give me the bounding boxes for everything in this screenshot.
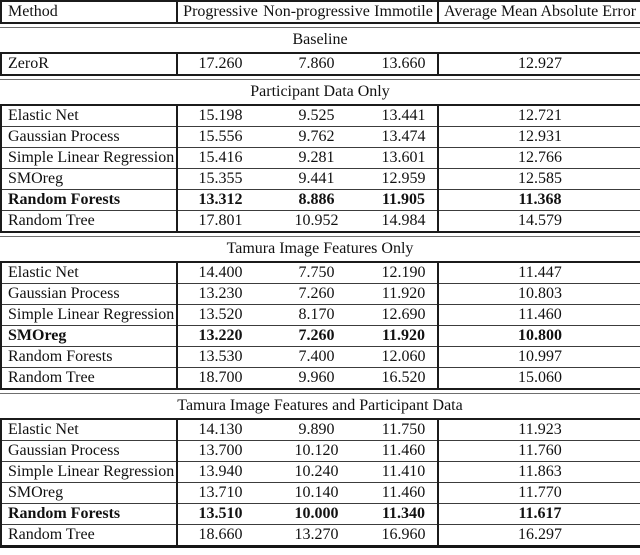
section-title: Participant Data Only — [0, 79, 640, 104]
header-table — [0, 0, 640, 24]
header-row — [1, 1, 640, 23]
amae-cell: 12.931 — [438, 127, 640, 148]
method-cell: SMOreg — [1, 169, 177, 190]
table-row — [1, 525, 640, 547]
non-progressive-cell: 13.270 — [263, 525, 370, 547]
immotile-cell: 16.960 — [370, 525, 438, 547]
amae-cell: 12.585 — [438, 169, 640, 190]
method-cell: Random Tree — [1, 368, 177, 390]
immotile-cell: 12.190 — [370, 262, 438, 284]
amae-cell: 10.800 — [438, 326, 640, 347]
section-table — [0, 418, 640, 548]
immotile-cell: 11.410 — [370, 462, 438, 483]
method-cell: Simple Linear Regression — [1, 148, 177, 169]
table-row — [1, 127, 640, 148]
amae-cell: 12.721 — [518, 107, 562, 124]
non-progressive-cell: 10.000 — [263, 504, 370, 525]
method-cell: Gaussian Process — [1, 284, 177, 305]
amae-cell: 11.447 — [518, 264, 562, 281]
table-row — [1, 148, 640, 169]
progressive-cell: 18.700 — [177, 368, 263, 390]
progressive-cell: 18.660 — [177, 525, 263, 547]
progressive-cell: 15.198 — [198, 107, 243, 124]
immotile-cell: 11.460 — [370, 441, 438, 462]
non-progressive-cell: 10.952 — [263, 211, 370, 233]
amae-cell: 14.579 — [438, 211, 640, 233]
non-progressive-cell: 10.120 — [263, 441, 370, 462]
amae-cell: 11.923 — [518, 421, 562, 438]
column-header-non-progressive: Non-progressive — [263, 3, 370, 20]
non-progressive-cell: 9.441 — [263, 169, 370, 190]
immotile-cell: 11.750 — [370, 419, 438, 441]
amae-cell: 11.770 — [438, 483, 640, 504]
method-cell: Elastic Net — [1, 262, 177, 284]
section-title: Tamura Image Features Only — [0, 236, 640, 261]
non-progressive-cell: 8.886 — [263, 190, 370, 211]
progressive-cell: 13.710 — [177, 483, 263, 504]
non-progressive-cell: 7.860 — [298, 55, 335, 72]
progressive-cell: 13.220 — [177, 326, 263, 347]
section-table — [0, 261, 640, 390]
table-row — [1, 483, 640, 504]
amae-cell: 12.927 — [518, 55, 562, 72]
progressive-cell: 15.556 — [177, 127, 263, 148]
non-progressive-cell: 7.400 — [263, 347, 370, 368]
method-cell: Random Forests — [1, 504, 177, 525]
progressive-cell: 14.400 — [198, 264, 243, 281]
column-header-average-mean-absolute-error: Average Mean Absolute Error — [443, 3, 637, 20]
table-row — [1, 169, 640, 190]
method-cell: Random Forests — [1, 347, 177, 368]
method-cell: Elastic Net — [1, 105, 177, 127]
progressive-cell: 13.530 — [177, 347, 263, 368]
amae-cell: 16.297 — [438, 525, 640, 547]
immotile-cell: 12.690 — [370, 305, 438, 326]
non-progressive-cell: 9.960 — [263, 368, 370, 390]
method-cell: Random Tree — [1, 525, 177, 547]
table-row — [1, 419, 640, 441]
section-title: Baseline — [0, 27, 640, 52]
section-table — [0, 104, 640, 233]
progressive-cell: 15.416 — [177, 148, 263, 169]
progressive-cell: 15.355 — [177, 169, 263, 190]
progressive-cell: 13.312 — [177, 190, 263, 211]
immotile-cell: 11.460 — [370, 483, 438, 504]
progressive-cell: 13.230 — [177, 284, 263, 305]
method-cell: SMOreg — [1, 326, 177, 347]
non-progressive-cell: 9.525 — [298, 107, 335, 124]
amae-cell: 15.060 — [438, 368, 640, 390]
progressive-cell: 13.510 — [177, 504, 263, 525]
section-table — [0, 52, 640, 76]
immotile-cell: 11.905 — [370, 190, 438, 211]
progressive-cell: 13.700 — [177, 441, 263, 462]
table-row — [1, 441, 640, 462]
amae-cell: 11.460 — [438, 305, 640, 326]
table-row — [1, 211, 640, 233]
table-row — [1, 262, 640, 284]
progressive-cell: 13.940 — [177, 462, 263, 483]
non-progressive-cell: 7.260 — [263, 326, 370, 347]
immotile-cell: 16.520 — [370, 368, 438, 390]
method-cell: ZeroR — [1, 53, 177, 75]
amae-cell: 12.766 — [438, 148, 640, 169]
immotile-cell: 12.959 — [370, 169, 438, 190]
non-progressive-cell: 9.890 — [298, 421, 335, 438]
progressive-cell: 17.260 — [198, 55, 243, 72]
table-row — [1, 53, 640, 75]
immotile-cell: 11.920 — [370, 326, 438, 347]
section-title: Tamura Image Features and Participant Data — [0, 393, 640, 418]
method-cell: Random Tree — [1, 211, 177, 233]
immotile-cell: 13.660 — [370, 53, 438, 75]
immotile-cell: 12.060 — [370, 347, 438, 368]
column-header-method: Method — [1, 1, 177, 23]
non-progressive-cell: 7.750 — [298, 264, 335, 281]
column-header-progressive: Progressive — [183, 3, 258, 20]
table-row — [1, 347, 640, 368]
immotile-cell: 13.601 — [370, 148, 438, 169]
table-row — [1, 190, 640, 211]
column-header-immotile: Immotile — [370, 1, 438, 23]
amae-cell: 11.368 — [438, 190, 640, 211]
immotile-cell: 13.474 — [370, 127, 438, 148]
non-progressive-cell: 10.240 — [263, 462, 370, 483]
progressive-cell: 13.520 — [177, 305, 263, 326]
table-row — [1, 326, 640, 347]
method-cell: Gaussian Process — [1, 441, 177, 462]
table-row — [1, 305, 640, 326]
table-sections — [0, 24, 640, 548]
method-cell: Simple Linear Regression — [1, 305, 177, 326]
method-cell: Elastic Net — [1, 419, 177, 441]
method-cell: Random Forests — [1, 190, 177, 211]
progressive-cell: 17.801 — [177, 211, 263, 233]
non-progressive-cell: 7.260 — [263, 284, 370, 305]
table-row — [1, 284, 640, 305]
immotile-cell: 11.340 — [370, 504, 438, 525]
immotile-cell: 14.984 — [370, 211, 438, 233]
non-progressive-cell: 9.762 — [263, 127, 370, 148]
non-progressive-cell: 8.170 — [263, 305, 370, 326]
table-row — [1, 504, 640, 525]
amae-cell: 10.997 — [438, 347, 640, 368]
immotile-cell: 13.441 — [370, 105, 438, 127]
table-row — [1, 462, 640, 483]
table-row — [1, 368, 640, 390]
method-cell: SMOreg — [1, 483, 177, 504]
amae-cell: 11.617 — [438, 504, 640, 525]
non-progressive-cell: 10.140 — [263, 483, 370, 504]
method-cell: Gaussian Process — [1, 127, 177, 148]
non-progressive-cell: 9.281 — [263, 148, 370, 169]
amae-cell: 11.863 — [438, 462, 640, 483]
amae-cell: 10.803 — [438, 284, 640, 305]
progressive-cell: 14.130 — [198, 421, 243, 438]
amae-cell: 11.760 — [438, 441, 640, 462]
table-row — [1, 105, 640, 127]
immotile-cell: 11.920 — [370, 284, 438, 305]
method-cell: Simple Linear Regression — [1, 462, 177, 483]
